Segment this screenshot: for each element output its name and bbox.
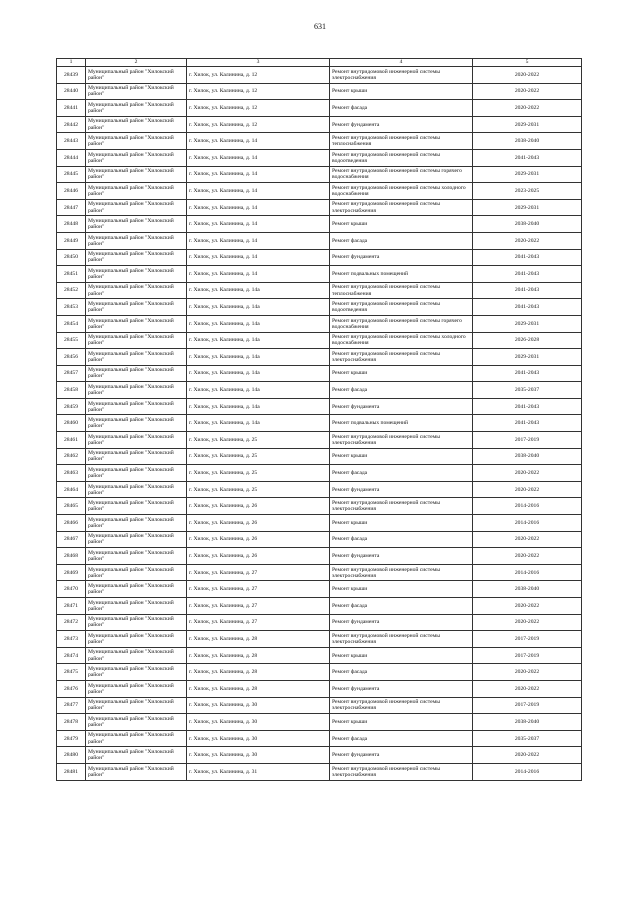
cell-address: г. Хилок, ул. Калинина, д. 25	[187, 465, 330, 482]
cell-row-number: 28480	[57, 747, 86, 764]
table-row	[57, 282, 582, 299]
cell-work-type: Ремонт фундамента	[330, 747, 473, 764]
cell-address: г. Хилок, ул. Калинина, д. 30	[187, 747, 330, 764]
cell-row-number: 28440	[57, 83, 86, 100]
table-row	[57, 415, 582, 432]
cell-work-type: Ремонт фундамента	[330, 116, 473, 133]
table-row	[57, 67, 582, 84]
cell-row-number: 28473	[57, 631, 86, 648]
cell-address: г. Хилок, ул. Калинина, д. 12	[187, 116, 330, 133]
cell-address: г. Хилок, ул. Калинина, д. 14а	[187, 299, 330, 316]
cell-municipality: Муниципальный район "Хилокский район"	[86, 448, 187, 465]
cell-address: г. Хилок, ул. Калинина, д. 31	[187, 763, 330, 780]
table-row	[57, 697, 582, 714]
table-row	[57, 166, 582, 183]
cell-row-number: 28461	[57, 432, 86, 449]
cell-address: г. Хилок, ул. Калинина, д. 14а	[187, 398, 330, 415]
cell-work-type: Ремонт внутридомовой инженерной системы холодного водоснабжения	[330, 183, 473, 200]
cell-row-number: 28467	[57, 531, 86, 548]
cell-row-number: 28460	[57, 415, 86, 432]
table-row	[57, 149, 582, 166]
cell-municipality: Муниципальный район "Хилокский район"	[86, 598, 187, 615]
cell-work-type: Ремонт фасада	[330, 730, 473, 747]
table-row	[57, 199, 582, 216]
cell-row-number: 28456	[57, 349, 86, 366]
cell-municipality: Муниципальный район "Хилокский район"	[86, 365, 187, 382]
table-row	[57, 647, 582, 664]
cell-work-type: Ремонт внутридомовой инженерной системы электроснабжения	[330, 67, 473, 84]
cell-work-type: Ремонт фасада	[330, 531, 473, 548]
cell-municipality: Муниципальный район "Хилокский район"	[86, 763, 187, 780]
table-row	[57, 598, 582, 615]
cell-period: 2020-2022	[473, 747, 582, 764]
cell-period: 2020-2022	[473, 664, 582, 681]
cell-work-type: Ремонт фасада	[330, 465, 473, 482]
cell-work-type: Ремонт внутридомовой инженерной системы водоотведения	[330, 299, 473, 316]
cell-address: г. Хилок, ул. Калинина, д. 27	[187, 614, 330, 631]
cell-work-type: Ремонт фасада	[330, 598, 473, 615]
cell-address: г. Хилок, ул. Калинина, д. 25	[187, 448, 330, 465]
cell-address: г. Хилок, ул. Калинина, д. 14а	[187, 332, 330, 349]
cell-period: 2020-2022	[473, 680, 582, 697]
column-header-2: 2	[86, 59, 187, 67]
cell-row-number: 28474	[57, 647, 86, 664]
cell-row-number: 28447	[57, 199, 86, 216]
cell-row-number: 28444	[57, 149, 86, 166]
cell-period: 2038-2040	[473, 581, 582, 598]
cell-address: г. Хилок, ул. Калинина, д. 25	[187, 432, 330, 449]
cell-work-type: Ремонт фундамента	[330, 548, 473, 565]
cell-period: 2020-2022	[473, 614, 582, 631]
cell-work-type: Ремонт крыши	[330, 365, 473, 382]
cell-address: г. Хилок, ул. Калинина, д. 30	[187, 697, 330, 714]
cell-period: 2014-2016	[473, 564, 582, 581]
cell-period: 2035-2037	[473, 730, 582, 747]
cell-municipality: Муниципальный район "Хилокский район"	[86, 631, 187, 648]
cell-period: 2020-2022	[473, 531, 582, 548]
cell-work-type: Ремонт внутридомовой инженерной системы горячего водоснабжения	[330, 315, 473, 332]
table-row	[57, 548, 582, 565]
cell-address: г. Хилок, ул. Калинина, д. 30	[187, 714, 330, 731]
cell-work-type: Ремонт внутридомовой инженерной системы электроснабжения	[330, 349, 473, 366]
cell-address: г. Хилок, ул. Калинина, д. 26	[187, 531, 330, 548]
table-row	[57, 100, 582, 117]
cell-work-type: Ремонт внутридомовой инженерной системы электроснабжения	[330, 199, 473, 216]
table-row	[57, 680, 582, 697]
cell-municipality: Муниципальный район "Хилокский район"	[86, 315, 187, 332]
cell-work-type: Ремонт внутридомовой инженерной системы электроснабжения	[330, 697, 473, 714]
cell-period: 2029-2031	[473, 349, 582, 366]
cell-work-type: Ремонт крыши	[330, 83, 473, 100]
cell-work-type: Ремонт подвальных помещений	[330, 266, 473, 283]
cell-municipality: Муниципальный район "Хилокский район"	[86, 398, 187, 415]
cell-municipality: Муниципальный район "Хилокский район"	[86, 83, 187, 100]
cell-period: 2017-2019	[473, 647, 582, 664]
cell-municipality: Муниципальный район "Хилокский район"	[86, 382, 187, 399]
cell-municipality: Муниципальный район "Хилокский район"	[86, 581, 187, 598]
cell-address: г. Хилок, ул. Калинина, д. 14а	[187, 282, 330, 299]
table-body	[57, 67, 582, 781]
table-row	[57, 249, 582, 266]
cell-work-type: Ремонт крыши	[330, 515, 473, 532]
cell-row-number: 28453	[57, 299, 86, 316]
column-header-1: 1	[57, 59, 86, 67]
cell-municipality: Муниципальный район "Хилокский район"	[86, 697, 187, 714]
repair-registry-table	[56, 58, 582, 781]
table-row	[57, 564, 582, 581]
cell-period: 2020-2022	[473, 232, 582, 249]
table-row	[57, 515, 582, 532]
cell-row-number: 28441	[57, 100, 86, 117]
cell-row-number: 28478	[57, 714, 86, 731]
cell-period: 2020-2022	[473, 83, 582, 100]
cell-row-number: 28442	[57, 116, 86, 133]
cell-municipality: Муниципальный район "Хилокский район"	[86, 67, 187, 84]
table-row	[57, 614, 582, 631]
cell-period: 2038-2040	[473, 448, 582, 465]
cell-municipality: Муниципальный район "Хилокский район"	[86, 133, 187, 150]
cell-period: 2041-2043	[473, 282, 582, 299]
cell-address: г. Хилок, ул. Калинина, д. 28	[187, 631, 330, 648]
cell-row-number: 28450	[57, 249, 86, 266]
table-row	[57, 398, 582, 415]
cell-work-type: Ремонт фасада	[330, 100, 473, 117]
cell-row-number: 28455	[57, 332, 86, 349]
cell-municipality: Муниципальный район "Хилокский район"	[86, 299, 187, 316]
column-header-5: 5	[473, 59, 582, 67]
cell-municipality: Муниципальный район "Хилокский район"	[86, 498, 187, 515]
cell-period: 2041-2043	[473, 149, 582, 166]
cell-row-number: 28471	[57, 598, 86, 615]
cell-address: г. Хилок, ул. Калинина, д. 28	[187, 647, 330, 664]
table-row	[57, 664, 582, 681]
cell-municipality: Муниципальный район "Хилокский район"	[86, 232, 187, 249]
cell-period: 2038-2040	[473, 133, 582, 150]
table-row	[57, 266, 582, 283]
table-row	[57, 183, 582, 200]
table-row	[57, 465, 582, 482]
cell-row-number: 28448	[57, 216, 86, 233]
cell-period: 2020-2022	[473, 100, 582, 117]
cell-period: 2020-2022	[473, 465, 582, 482]
cell-work-type: Ремонт внутридомовой инженерной системы водоотведения	[330, 149, 473, 166]
cell-address: г. Хилок, ул. Калинина, д. 12	[187, 67, 330, 84]
cell-work-type: Ремонт крыши	[330, 647, 473, 664]
cell-period: 2014-2016	[473, 763, 582, 780]
cell-municipality: Муниципальный район "Хилокский район"	[86, 349, 187, 366]
table-row	[57, 83, 582, 100]
cell-municipality: Муниципальный район "Хилокский район"	[86, 332, 187, 349]
cell-municipality: Муниципальный район "Хилокский район"	[86, 564, 187, 581]
cell-period: 2038-2040	[473, 216, 582, 233]
cell-address: г. Хилок, ул. Калинина, д. 27	[187, 581, 330, 598]
cell-address: г. Хилок, ул. Калинина, д. 14а	[187, 315, 330, 332]
column-number-row	[57, 59, 582, 67]
cell-work-type: Ремонт фундамента	[330, 680, 473, 697]
cell-row-number: 28469	[57, 564, 86, 581]
cell-work-type: Ремонт внутридомовой инженерной системы электроснабжения	[330, 763, 473, 780]
cell-period: 2014-2016	[473, 498, 582, 515]
cell-row-number: 28462	[57, 448, 86, 465]
cell-period: 2035-2037	[473, 382, 582, 399]
cell-row-number: 28443	[57, 133, 86, 150]
cell-municipality: Муниципальный район "Хилокский район"	[86, 515, 187, 532]
cell-row-number: 28454	[57, 315, 86, 332]
cell-period: 2041-2043	[473, 365, 582, 382]
table-row	[57, 299, 582, 316]
cell-work-type: Ремонт крыши	[330, 714, 473, 731]
cell-municipality: Муниципальный район "Хилокский район"	[86, 216, 187, 233]
table-row	[57, 763, 582, 780]
cell-address: г. Хилок, ул. Калинина, д. 26	[187, 498, 330, 515]
cell-row-number: 28468	[57, 548, 86, 565]
page-number: 631	[314, 22, 326, 31]
cell-address: г. Хилок, ул. Калинина, д. 30	[187, 730, 330, 747]
cell-work-type: Ремонт внутридомовой инженерной системы горячего водоснабжения	[330, 166, 473, 183]
cell-period: 2017-2019	[473, 432, 582, 449]
table-row	[57, 730, 582, 747]
cell-address: г. Хилок, ул. Калинина, д. 12	[187, 100, 330, 117]
cell-period: 2014-2016	[473, 515, 582, 532]
table-row	[57, 349, 582, 366]
cell-row-number: 28479	[57, 730, 86, 747]
cell-row-number: 28476	[57, 680, 86, 697]
cell-period: 2020-2022	[473, 481, 582, 498]
cell-row-number: 28457	[57, 365, 86, 382]
cell-address: г. Хилок, ул. Калинина, д. 14	[187, 249, 330, 266]
cell-work-type: Ремонт подвальных помещений	[330, 415, 473, 432]
cell-row-number: 28445	[57, 166, 86, 183]
cell-period: 2041-2043	[473, 299, 582, 316]
table-row	[57, 714, 582, 731]
table-row	[57, 365, 582, 382]
table-row	[57, 631, 582, 648]
cell-address: г. Хилок, ул. Калинина, д. 27	[187, 564, 330, 581]
column-header-3: 3	[187, 59, 330, 67]
cell-work-type: Ремонт внутридомовой инженерной системы холодного водоснабжения	[330, 332, 473, 349]
cell-address: г. Хилок, ул. Калинина, д. 14	[187, 232, 330, 249]
cell-work-type: Ремонт крыши	[330, 216, 473, 233]
cell-period: 2029-2031	[473, 166, 582, 183]
cell-row-number: 28481	[57, 763, 86, 780]
cell-address: г. Хилок, ул. Калинина, д. 26	[187, 548, 330, 565]
table-row	[57, 448, 582, 465]
cell-period: 2020-2022	[473, 548, 582, 565]
cell-work-type: Ремонт фундамента	[330, 249, 473, 266]
cell-period: 2026-2028	[473, 332, 582, 349]
table-row	[57, 498, 582, 515]
cell-work-type: Ремонт внутридомовой инженерной системы электроснабжения	[330, 631, 473, 648]
cell-work-type: Ремонт внутридомовой инженерной системы электроснабжения	[330, 432, 473, 449]
table-row	[57, 747, 582, 764]
cell-row-number: 28439	[57, 67, 86, 84]
cell-address: г. Хилок, ул. Калинина, д. 27	[187, 598, 330, 615]
cell-municipality: Муниципальный район "Хилокский район"	[86, 183, 187, 200]
cell-municipality: Муниципальный район "Хилокский район"	[86, 614, 187, 631]
cell-row-number: 28466	[57, 515, 86, 532]
table-row	[57, 232, 582, 249]
cell-row-number: 28449	[57, 232, 86, 249]
cell-municipality: Муниципальный район "Хилокский район"	[86, 680, 187, 697]
cell-municipality: Муниципальный район "Хилокский район"	[86, 149, 187, 166]
cell-address: г. Хилок, ул. Калинина, д. 14а	[187, 349, 330, 366]
table-row	[57, 216, 582, 233]
cell-row-number: 28475	[57, 664, 86, 681]
cell-municipality: Муниципальный район "Хилокский район"	[86, 282, 187, 299]
cell-period: 2017-2019	[473, 631, 582, 648]
cell-period: 2029-2031	[473, 199, 582, 216]
cell-municipality: Муниципальный район "Хилокский район"	[86, 266, 187, 283]
cell-address: г. Хилок, ул. Калинина, д. 14	[187, 149, 330, 166]
cell-address: г. Хилок, ул. Калинина, д. 14а	[187, 415, 330, 432]
cell-period: 2041-2043	[473, 398, 582, 415]
cell-work-type: Ремонт внутридомовой инженерной системы электроснабжения	[330, 498, 473, 515]
cell-work-type: Ремонт фундамента	[330, 614, 473, 631]
cell-work-type: Ремонт фасада	[330, 382, 473, 399]
cell-address: г. Хилок, ул. Калинина, д. 14	[187, 183, 330, 200]
cell-municipality: Муниципальный район "Хилокский район"	[86, 548, 187, 565]
table-row	[57, 432, 582, 449]
cell-municipality: Муниципальный район "Хилокский район"	[86, 199, 187, 216]
cell-municipality: Муниципальный район "Хилокский район"	[86, 481, 187, 498]
cell-work-type: Ремонт фундамента	[330, 481, 473, 498]
cell-municipality: Муниципальный район "Хилокский район"	[86, 249, 187, 266]
cell-period: 2041-2043	[473, 415, 582, 432]
cell-row-number: 28477	[57, 697, 86, 714]
cell-address: г. Хилок, ул. Калинина, д. 14а	[187, 365, 330, 382]
cell-address: г. Хилок, ул. Калинина, д. 14	[187, 133, 330, 150]
table-row	[57, 481, 582, 498]
cell-address: г. Хилок, ул. Калинина, д. 12	[187, 83, 330, 100]
cell-municipality: Муниципальный район "Хилокский район"	[86, 647, 187, 664]
cell-municipality: Муниципальный район "Хилокский район"	[86, 664, 187, 681]
cell-row-number: 28464	[57, 481, 86, 498]
cell-work-type: Ремонт внутридомовой инженерной системы электроснабжения	[330, 564, 473, 581]
cell-period: 2020-2022	[473, 598, 582, 615]
cell-period: 2038-2040	[473, 714, 582, 731]
cell-period: 2041-2043	[473, 249, 582, 266]
cell-address: г. Хилок, ул. Калинина, д. 14а	[187, 382, 330, 399]
table-row	[57, 332, 582, 349]
cell-municipality: Муниципальный район "Хилокский район"	[86, 465, 187, 482]
cell-row-number: 28459	[57, 398, 86, 415]
cell-period: 2029-2031	[473, 315, 582, 332]
cell-work-type: Ремонт крыши	[330, 448, 473, 465]
cell-address: г. Хилок, ул. Калинина, д. 14	[187, 166, 330, 183]
cell-work-type: Ремонт фасада	[330, 232, 473, 249]
cell-municipality: Муниципальный район "Хилокский район"	[86, 730, 187, 747]
cell-period: 2041-2043	[473, 266, 582, 283]
cell-work-type: Ремонт фундамента	[330, 398, 473, 415]
cell-municipality: Муниципальный район "Хилокский район"	[86, 714, 187, 731]
cell-address: г. Хилок, ул. Калинина, д. 26	[187, 515, 330, 532]
cell-row-number: 28470	[57, 581, 86, 598]
column-header-4: 4	[330, 59, 473, 67]
cell-address: г. Хилок, ул. Калинина, д. 28	[187, 680, 330, 697]
cell-address: г. Хилок, ул. Калинина, д. 14	[187, 266, 330, 283]
cell-municipality: Муниципальный район "Хилокский район"	[86, 747, 187, 764]
cell-row-number: 28446	[57, 183, 86, 200]
cell-row-number: 28458	[57, 382, 86, 399]
cell-municipality: Муниципальный район "Хилокский район"	[86, 531, 187, 548]
table-row	[57, 382, 582, 399]
cell-municipality: Муниципальный район "Хилокский район"	[86, 116, 187, 133]
cell-period: 2023-2025	[473, 183, 582, 200]
cell-work-type: Ремонт крыши	[330, 581, 473, 598]
cell-row-number: 28463	[57, 465, 86, 482]
table-row	[57, 315, 582, 332]
cell-row-number: 28465	[57, 498, 86, 515]
cell-work-type: Ремонт внутридомовой инженерной системы теплоснабжения	[330, 133, 473, 150]
table-row	[57, 133, 582, 150]
table-row	[57, 116, 582, 133]
cell-municipality: Муниципальный район "Хилокский район"	[86, 415, 187, 432]
cell-period: 2029-2031	[473, 116, 582, 133]
cell-address: г. Хилок, ул. Калинина, д. 25	[187, 481, 330, 498]
cell-address: г. Хилок, ул. Калинина, д. 14	[187, 216, 330, 233]
cell-address: г. Хилок, ул. Калинина, д. 28	[187, 664, 330, 681]
cell-work-type: Ремонт внутридомовой инженерной системы теплоснабжения	[330, 282, 473, 299]
table-row	[57, 531, 582, 548]
table-row	[57, 581, 582, 598]
cell-row-number: 28472	[57, 614, 86, 631]
cell-row-number: 28452	[57, 282, 86, 299]
cell-address: г. Хилок, ул. Калинина, д. 14	[187, 199, 330, 216]
cell-row-number: 28451	[57, 266, 86, 283]
cell-municipality: Муниципальный район "Хилокский район"	[86, 432, 187, 449]
cell-municipality: Муниципальный район "Хилокский район"	[86, 166, 187, 183]
cell-period: 2020-2022	[473, 67, 582, 84]
cell-period: 2017-2019	[473, 697, 582, 714]
cell-municipality: Муниципальный район "Хилокский район"	[86, 100, 187, 117]
cell-work-type: Ремонт фасада	[330, 664, 473, 681]
